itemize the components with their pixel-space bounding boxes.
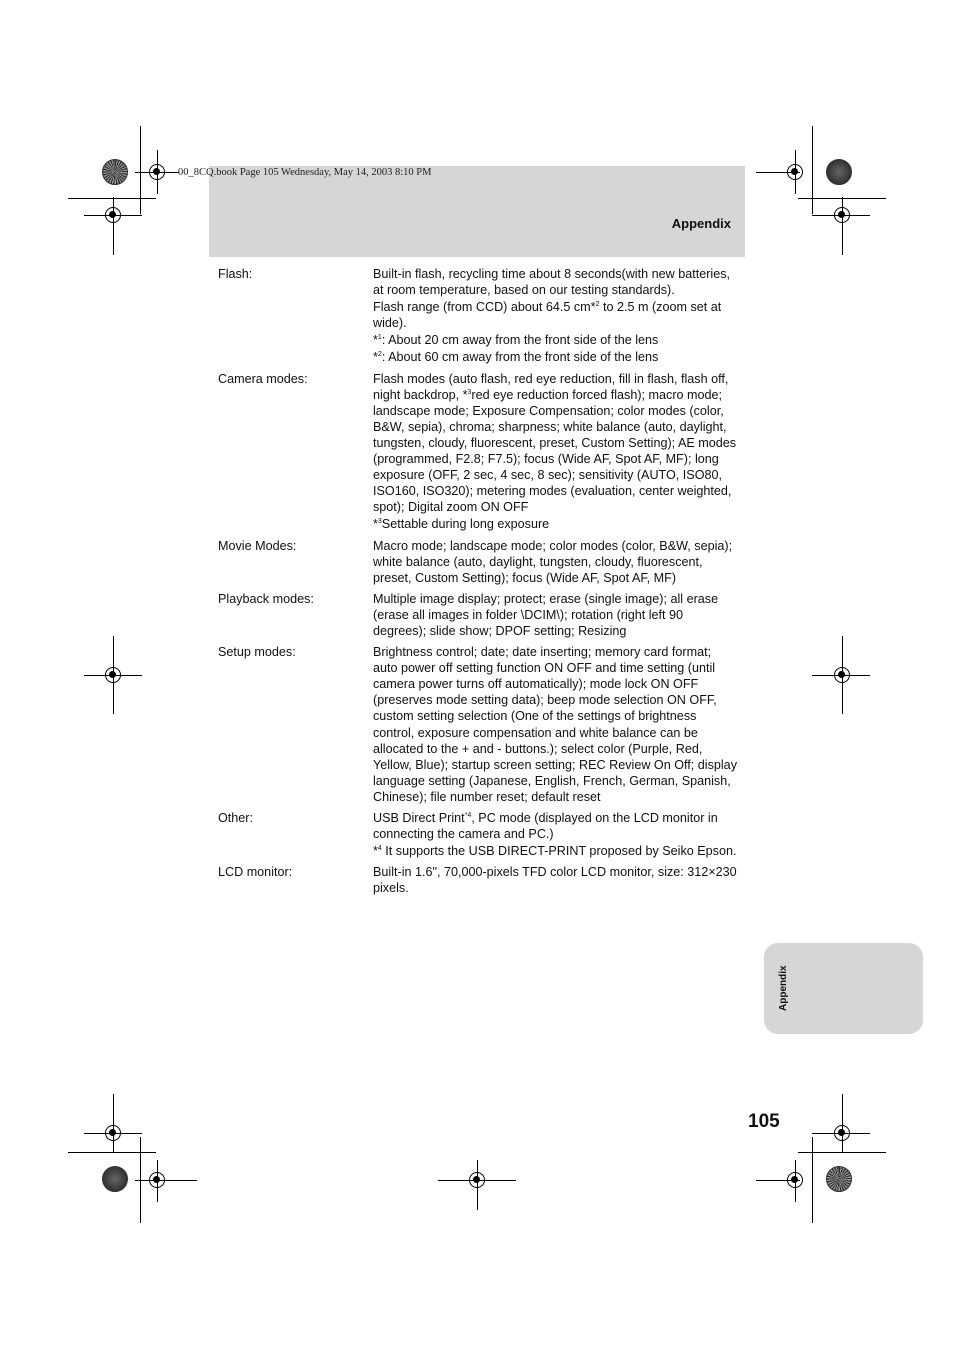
registration-crosshair-icon <box>834 207 850 223</box>
footnote-ref: *4 <box>464 812 472 819</box>
spec-value <box>373 810 738 859</box>
registration-crosshair-icon <box>149 164 165 180</box>
registration-crosshair-icon <box>149 1172 165 1188</box>
registration-crosshair-icon <box>787 164 803 180</box>
footnote-text: : About 60 cm away from the front side of the lens <box>381 350 659 365</box>
spec-text <box>373 299 738 331</box>
spec-label: Flash: <box>218 267 253 281</box>
spec-text: Brightness control; date; date inserting; memory card format; auto power off setting function ON OFF and time setting (until camera power turns off automatically); mode lock ON OFF (preserves mode setting data); beep mode selection ON OFF, custom setting selection (One of the settings of brightness control, exposure compensation and white balance can be allocated to the + and - buttons.); select color (Purple, Red, Yellow, Blue); startup screen setting; REC Review On Off; display language setting (Japanese, English, French, German, Spanish, Chinese); file number reset; default reset <box>373 645 737 804</box>
footnote-ref: 3 <box>377 518 382 526</box>
print-info-line: 00_8CQ.book Page 105 Wednesday, May 14, 2003 8:10 PM <box>178 167 432 178</box>
footnote-text: It supports the USB DIRECT-PRINT proposed by Seiko Epson. <box>381 844 737 859</box>
footnote <box>373 843 738 859</box>
spec-text: Multiple image display; protect; erase (single image); all erase (erase all images in folder \DCIM\); rotation (right left 90 degrees); slide show; DPOF setting; Resizing <box>373 591 719 638</box>
footnote-mark: * <box>373 844 378 859</box>
registration-crosshair-icon <box>834 667 850 683</box>
spec-value <box>373 538 738 586</box>
footnote-ref: 2 <box>595 301 600 309</box>
footnote-mark: * <box>373 517 378 532</box>
color-starburst-icon <box>826 1166 852 1192</box>
footnote-mark: * <box>373 333 378 348</box>
spec-text: Macro mode; landscape mode; color modes (color, B&W, sepia); white balance (auto, daylight, tungsten, cloudy, fluorescent, preset, Custom Setting); focus (Wide AF, Spot AF, MF) <box>373 538 733 585</box>
footnote-ref: 4 <box>377 845 382 853</box>
spec-row-lcd-monitor <box>218 864 738 896</box>
spec-row-other <box>218 810 738 859</box>
text-run: Flash modes (auto flash, red eye reduction, fill in flash, flash off, night backdrop, * <box>373 371 729 402</box>
footnote-text: Settable during long exposure <box>381 517 550 532</box>
specifications-list <box>218 266 738 901</box>
registration-crosshair-icon <box>105 207 121 223</box>
footnote <box>373 516 738 532</box>
spec-label: Camera modes: <box>218 371 308 386</box>
page-number: 105 <box>748 1111 780 1132</box>
spec-text: Built-in flash, recycling time about 8 seconds(with new batteries, at room temperature, based on our testing standards). <box>373 267 730 298</box>
color-patch-icon <box>102 1166 128 1192</box>
registration-crosshair-icon <box>469 1172 485 1188</box>
footnote-ref: 2 <box>377 351 382 359</box>
spec-value <box>373 864 738 896</box>
text-run: USB Direct Print <box>373 811 465 825</box>
spec-label: Other: <box>218 811 253 825</box>
registration-crosshair-icon <box>105 667 121 683</box>
spec-label: Setup modes: <box>218 645 296 660</box>
footnote-text: : About 20 cm away from the front side of the lens <box>381 333 659 348</box>
spec-row-movie-modes <box>218 538 738 586</box>
footnote-ref: 1 <box>377 334 382 342</box>
footnote <box>373 349 738 365</box>
spec-row-camera-modes <box>218 371 738 533</box>
footnote-mark: * <box>373 350 378 365</box>
side-section-tab <box>764 943 923 1034</box>
spec-row-playback-modes <box>218 591 738 639</box>
side-tab-label: Appendix <box>778 965 789 1011</box>
spec-label: LCD monitor: <box>218 865 293 880</box>
spec-row-setup-modes <box>218 644 738 805</box>
spec-label: Movie Modes: <box>218 538 297 553</box>
spec-label: Playback modes: <box>218 591 314 606</box>
section-title: Appendix <box>671 216 731 231</box>
spec-text <box>373 371 738 516</box>
registration-crosshair-icon <box>834 1125 850 1141</box>
spec-row-flash <box>218 266 738 366</box>
registration-crosshair-icon <box>105 1125 121 1141</box>
spec-text: Built-in 1.6", 70,000-pixels TFD color LCD monitor, size: 312×230 pixels. <box>373 865 737 896</box>
registration-crosshair-icon <box>787 1172 803 1188</box>
text-run: red eye reduction forced flash); macro mode; landscape mode; Exposure Compensation; color modes (color, B&W, sepia), chroma; sharpness; white balance (auto, daylight, tungsten, cloudy, fluorescent, preset, Custom Setting); AE modes (programmed, F2.8; F7.5); focus (Wide AF, Spot AF, MF); long exposure (OFF, 2 sec, 4 sec, 8 sec); sensitivity (AUTO, ISO80, ISO160, ISO320); metering modes (evaluation, center weighted, spot); Digital zoom ON OFF <box>373 387 737 515</box>
spec-value <box>373 644 738 805</box>
color-patch-icon <box>826 159 852 185</box>
header-band <box>209 166 745 257</box>
color-starburst-icon <box>102 159 128 185</box>
spec-value <box>373 591 738 639</box>
footnote <box>373 332 738 348</box>
footnote-ref: 3 <box>467 388 472 396</box>
spec-value <box>373 371 738 533</box>
text-run: Flash range (from CCD) about 64.5 cm* <box>373 300 596 315</box>
text-run: , PC mode (displayed on the LCD monitor in connecting the camera and PC.) <box>373 811 718 842</box>
spec-value <box>373 266 738 366</box>
text-run: to 2.5 m (zoom set at wide). <box>373 300 722 331</box>
spec-text <box>373 810 738 842</box>
